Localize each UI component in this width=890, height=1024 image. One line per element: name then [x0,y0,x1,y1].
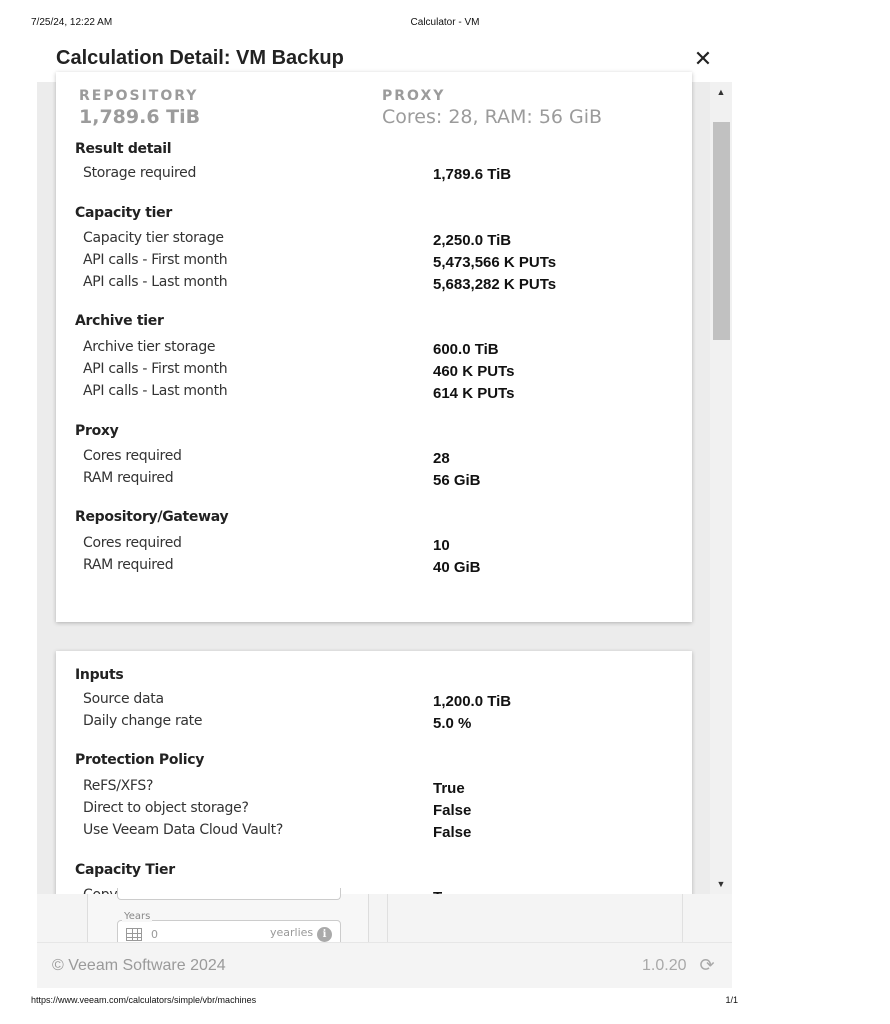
print-page-title: Calculator - VM [410,17,480,28]
print-date: 7/25/24, 12:22 AM [31,17,113,28]
row-label: API calls - Last month [83,274,228,290]
info-icon[interactable]: i [317,927,332,942]
print-header [0,17,768,31]
section-title-result-detail: Result detail [75,141,172,157]
row-label: Direct to object storage? [83,800,249,816]
row-value: 1,200.0 TiB [433,693,512,710]
row-label: Cores required [83,535,182,551]
row-label: Storage required [83,165,197,181]
section-title-capacity-tier-input: Capacity Tier [75,862,175,878]
row-value: False [433,824,472,841]
row-value: True [433,780,465,797]
row-label: Source data [83,691,164,707]
section-title-protection-policy: Protection Policy [75,752,205,768]
row-value: 28 [433,450,450,467]
row-label: API calls - First month [83,361,228,377]
row-value: 1,789.6 TiB [433,166,512,183]
proxy-summary [382,88,602,128]
section-title-repository-gateway: Repository/Gateway [75,509,229,525]
years-field-label: Years [124,911,151,922]
row-value: 460 K PUTs [433,363,515,380]
repository-label: REPOSITORY [79,88,199,104]
row-label: Archive tier storage [83,339,216,355]
proxy-value: Cores: 28, RAM: 56 GiB [382,106,603,128]
years-field-unit: yearlies [270,926,314,939]
repository-value: 1,789.6 TiB [79,106,201,128]
row-label: RAM required [83,557,174,573]
scroll-down-arrow-icon[interactable]: ▼ [716,879,726,889]
background-field [117,888,341,900]
years-field-value: 0 [151,928,158,941]
row-label: Daily change rate [83,713,203,729]
print-footer [0,995,768,1007]
print-url: https://www.veeam.com/calculators/simple/vbr/machines [31,995,257,1005]
calendar-grid-icon [126,928,142,941]
row-value: 10 [433,537,450,554]
repository-summary [79,88,200,128]
row-label: Capacity tier storage [83,230,224,246]
background-form-area [37,894,732,942]
modal-title: Calculation Detail: VM Backup [56,47,344,69]
proxy-label: PROXY [382,88,446,104]
print-page-number: 1/1 [725,995,738,1005]
refresh-icon[interactable]: ⟳ [699,955,715,975]
modal-scroll-area[interactable] [37,82,732,894]
scrollbar[interactable] [710,82,732,894]
background-panel [387,894,683,942]
section-title-proxy: Proxy [75,423,119,439]
row-value: False [433,802,472,819]
row-value: 5.0 % [433,715,472,732]
section-title-inputs: Inputs [75,667,124,683]
scroll-thumb[interactable] [713,122,730,340]
section-title-capacity-tier: Capacity tier [75,205,172,221]
section-title-archive-tier: Archive tier [75,313,164,329]
row-value: 5,683,282 K PUTs [433,276,557,293]
scroll-up-arrow-icon[interactable]: ▲ [716,87,726,97]
row-value: 40 GiB [433,559,481,576]
row-label: RAM required [83,470,174,486]
row-value: 56 GiB [433,472,481,489]
row-value: 600.0 TiB [433,341,499,358]
version-label: 1.0.20 [642,957,687,974]
row-label: Cores required [83,448,182,464]
row-value: 614 K PUTs [433,385,515,402]
row-label: API calls - First month [83,252,228,268]
row-value: 5,473,566 K PUTs [433,254,557,271]
row-label: Use Veeam Data Cloud Vault? [83,822,283,838]
row-label: API calls - Last month [83,383,228,399]
row-label: ReFS/XFS? [83,778,154,794]
result-card [56,72,692,622]
app-footer [37,942,732,988]
copyright: © Veeam Software 2024 [52,957,226,974]
row-value: 2,250.0 TiB [433,232,512,249]
background-panel [87,894,369,942]
close-icon[interactable]: ✕ [693,46,713,71]
